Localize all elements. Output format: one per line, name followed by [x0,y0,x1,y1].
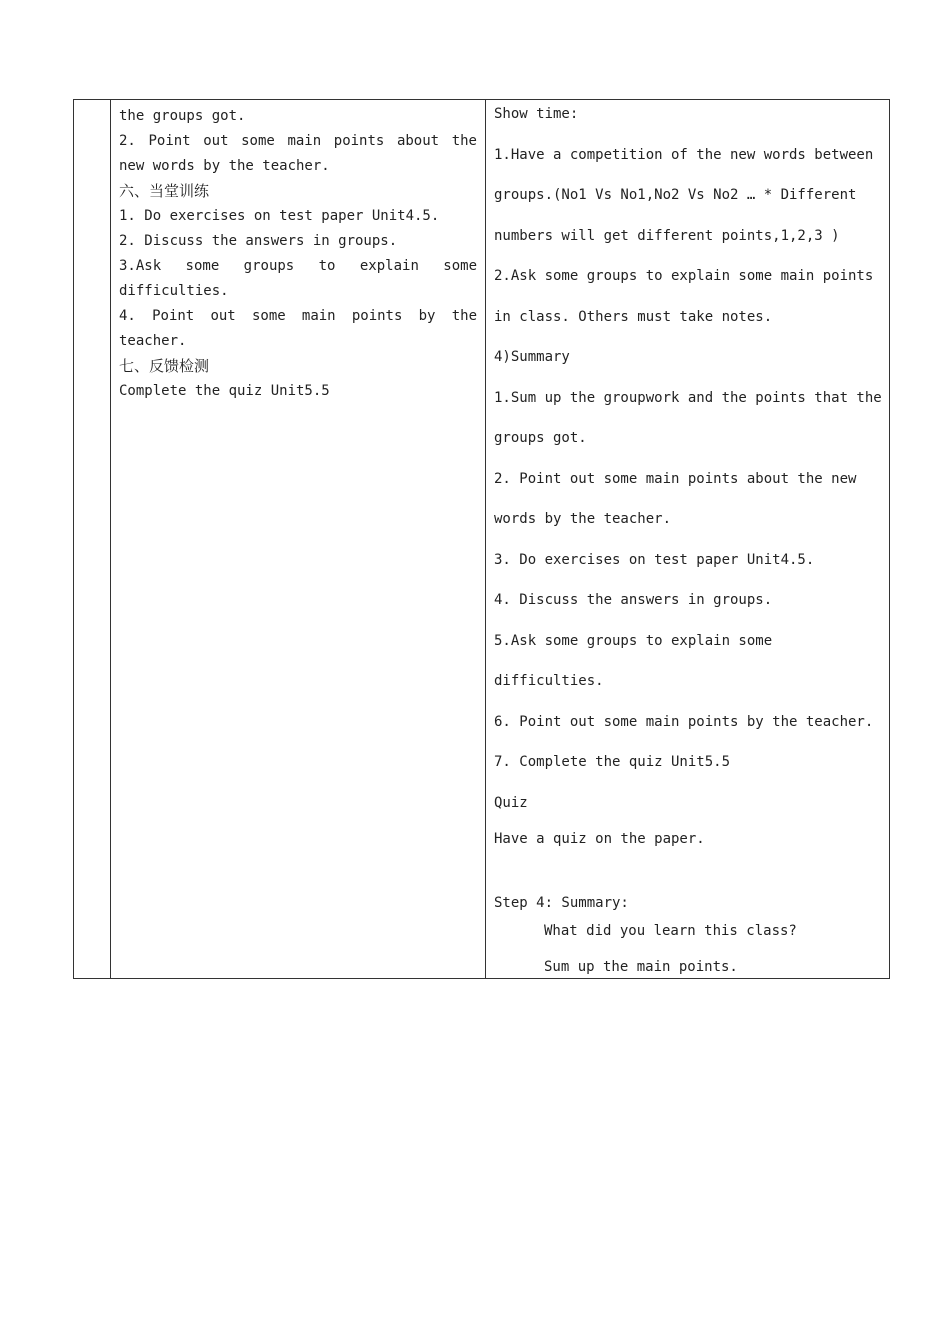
text-line: 1.Sum up the groupwork and the points that the [494,389,882,406]
section-heading: 六、当堂训练 [119,182,210,200]
step4-question: Sum up the main points. [544,958,738,975]
text-line: 3.Ask some groups to explain some [119,258,477,274]
section-heading: 七、反馈检测 [119,357,210,375]
text-line: groups.(No1 Vs No1,No2 Vs No2 … * Different [494,187,857,203]
lesson-plan-table [73,99,890,979]
blank-cell [74,100,111,979]
text-line: 3. Do exercises on test paper Unit4.5. [494,551,815,568]
text-line: the groups got. [119,108,246,124]
text-line: 5.Ask some groups to explain some [494,632,773,649]
text-line: difficulties. [119,283,229,299]
text-line: 2. Point out some main points about the [119,133,477,149]
text-line: 4. Point out some main points by the [119,308,477,324]
text-line: 2. Point out some main points about the new [494,470,857,487]
text-line: 4. Discuss the answers in groups. [494,592,773,608]
text-line: in class. Others must take notes. [494,308,773,325]
quiz-text: Have a quiz on the paper. [494,830,705,847]
text-line: 1. Do exercises on test paper Unit4.5. [119,208,440,224]
text-line: Show time: [494,106,579,122]
table-row [74,100,890,979]
text-line: 7. Complete the quiz Unit5.5 [494,754,731,770]
text-line: new words by the teacher. [119,158,330,174]
teacher-activity-cell [486,100,890,979]
text-line: 2.Ask some groups to explain some main points [494,268,874,284]
text-line: 1.Have a competition of the new words between [494,146,874,163]
text-line: difficulties. [494,673,604,689]
text-line: Complete the quiz Unit5.5 [119,383,330,399]
quiz-title: Quiz [494,794,528,811]
text-line: 6. Point out some main points by the teacher. [494,713,874,730]
text-line: 4)Summary [494,349,570,365]
text-line: teacher. [119,333,187,349]
text-line: groups got. [494,430,587,446]
step4-question: What did you learn this class? [544,922,797,939]
text-line: numbers will get different points,1,2,3 ) [494,227,840,244]
text-line: words by the teacher. [494,511,672,527]
text-line: 2. Discuss the answers in groups. [119,233,398,249]
step4-title: Step 4: Summary: [494,894,629,911]
student-activity-cell [111,100,486,979]
